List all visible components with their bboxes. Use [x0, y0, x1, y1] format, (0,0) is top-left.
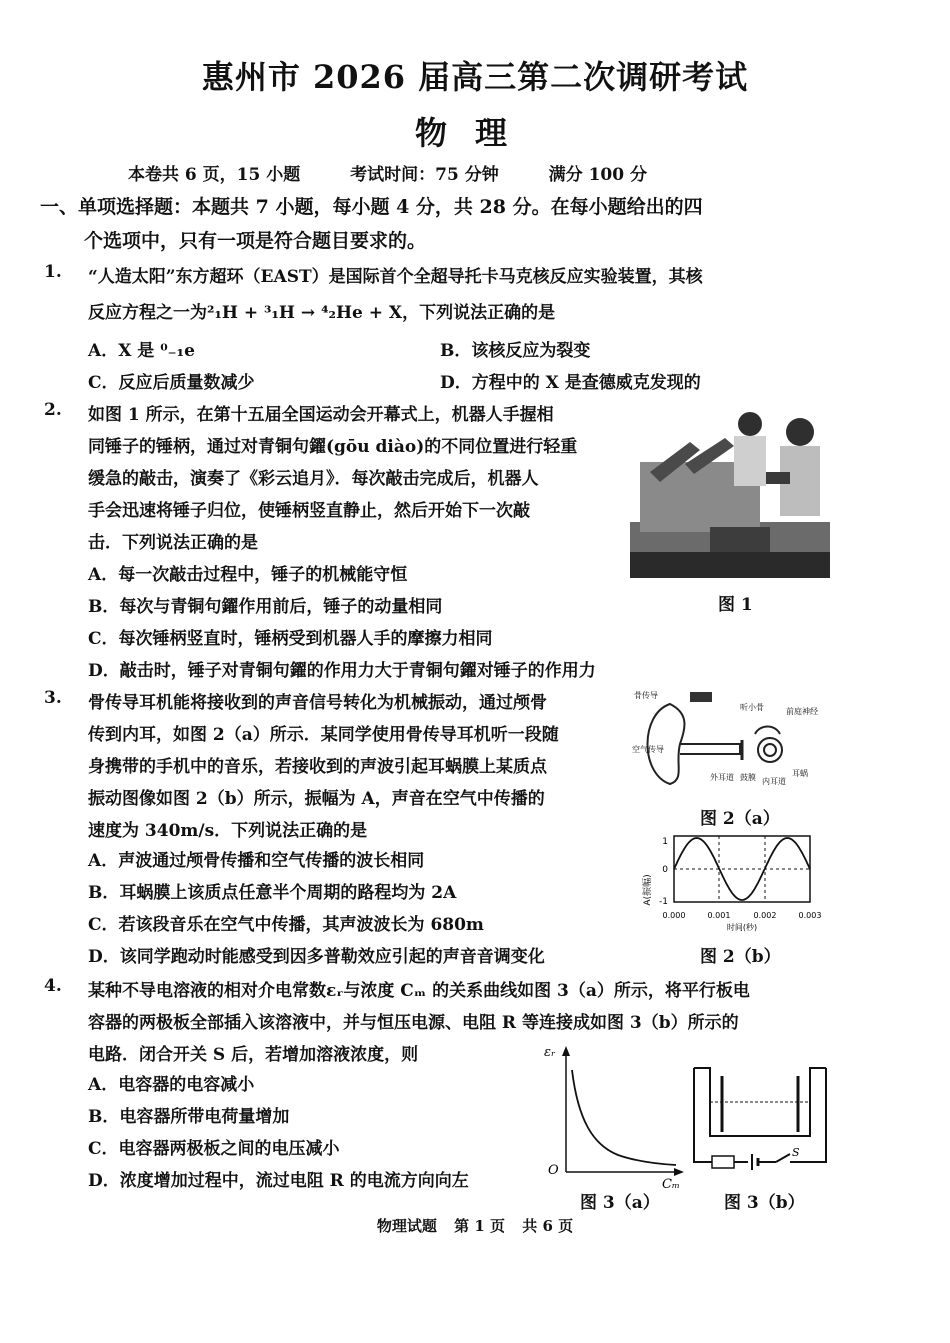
q4-stem-line: 某种不导电溶液的相对介电常数εᵣ与浓度 Cₘ 的关系曲线如图 3（a）所示，将平行板电	[88, 981, 750, 1001]
graph-ytick: -1	[659, 897, 668, 907]
q1-stem-line: 反应方程之一为²₁H + ³₁H → ⁴₂He + X，下列说法正确的是	[88, 303, 556, 323]
subject-title: 物理	[414, 114, 535, 152]
q1-option-c: C．反应后质量数减少	[88, 373, 255, 393]
q1-option-b: B．该核反应为裂变	[440, 341, 591, 361]
q2-option-a: A．每一次敲击过程中，锤子的机械能守恒	[88, 565, 408, 585]
ear-label: 空气传导	[632, 745, 664, 754]
exam-title: 惠州市 2026 届高三第二次调研考试	[201, 58, 749, 96]
footer-total: 共 6 页	[522, 1217, 574, 1235]
q4-number: 4.	[44, 976, 62, 996]
q2-option-b: B．每次与青铜句鑃作用前后，锤子的动量相同	[88, 597, 443, 617]
q4-option-a: A．电容器的电容减小	[88, 1075, 255, 1095]
figure-2b-vibration-graph	[640, 832, 830, 936]
graph-xtick: 0.003	[798, 911, 822, 920]
q4-stem-line: 容器的两极板全部插入该溶液中，并与恒压电源、电阻 R 等连接成如图 3（b）所示的	[88, 1013, 739, 1033]
figure-3a-curve-graph	[538, 1040, 688, 1190]
graph-xlabel: 时间(秒)	[726, 923, 758, 932]
info-pages: 本卷共 6 页，15 小题	[128, 165, 301, 185]
q4-option-d: D．浓度增加过程中，流过电阻 R 的电流方向向左	[88, 1171, 469, 1191]
switch-label: S	[792, 1146, 800, 1159]
q3-number: 3.	[44, 688, 62, 708]
resistor-r	[712, 1156, 734, 1168]
figure-2a-caption: 图 2（a）	[700, 809, 780, 829]
figure-3b-caption: 图 3（b）	[724, 1193, 805, 1213]
ear-label: 骨传导	[634, 691, 658, 700]
info-score: 满分 100 分	[548, 165, 647, 185]
figure-2b-caption: 图 2（b）	[700, 947, 781, 967]
q3-stem-line: 振动图像如图 2（b）所示，振幅为 A，声音在空气中传播的	[88, 789, 545, 809]
ear-label: 外耳道	[710, 773, 734, 782]
info-time: 考试时间：75 分钟	[350, 165, 499, 185]
page-footer	[0, 1215, 950, 1236]
footer-page: 第 1 页	[454, 1217, 505, 1235]
q2-stem-line: 如图 1 所示，在第十五届全国运动会开幕式上，机器人手握相	[88, 405, 554, 425]
q1-equation: ²₁H + ³₁H → ⁴₂He + X	[207, 303, 403, 323]
ear-label: 听小骨	[740, 703, 764, 712]
q1-option-d: D．方程中的 X 是查德威克发现的	[440, 373, 701, 393]
q3-option-a: A．声波通过颅骨传播和空气传播的波长相同	[88, 851, 425, 871]
figure-1-caption: 图 1	[718, 595, 753, 615]
exam-info	[128, 160, 691, 185]
figure-2a-ear-diagram	[630, 684, 830, 794]
q1-number: 1.	[44, 262, 62, 282]
switch-s	[776, 1154, 790, 1162]
ear-label: 鼓膜	[740, 773, 756, 782]
q4-option-b: B．电容器所带电荷量增加	[88, 1107, 290, 1127]
graph-xtick: 0.001	[707, 911, 731, 920]
q3-stem-line: 速度为 340m/s．下列说法正确的是	[88, 821, 368, 841]
footer-subject: 物理试题	[376, 1217, 437, 1235]
x-axis-arrow-icon	[674, 1168, 684, 1176]
graph-xtick: 0.002	[753, 911, 777, 920]
q1-stem-line: “人造太阳”东方超环（EAST）是国际首个全超导托卡马克核反应实验装置，其核	[88, 267, 703, 287]
ear-label: 内耳道	[762, 777, 786, 786]
figure-1-robot-photo	[630, 402, 830, 578]
figure-3b-circuit	[690, 1066, 830, 1176]
y-axis-arrow-icon	[562, 1046, 570, 1056]
section-heading	[40, 190, 820, 258]
graph-origin: O	[548, 1163, 559, 1178]
ear-label: 前庭神经	[786, 707, 818, 716]
q2-stem-line: 手会迅速将锤子归位，使锤柄竖直静止，然后开始下一次敲	[88, 501, 530, 521]
section-line-2: 个选项中，只有一项是符合题目要求的。	[84, 230, 427, 252]
q3-option-b: B．耳蜗膜上该质点任意半个周期的路程均为 2A	[88, 883, 457, 903]
q2-stem-line: 同锤子的锤柄，通过对青铜句鑃(gōu diào)的不同位置进行轻重	[88, 437, 578, 457]
q3-option-c: C．若该段音乐在空气中传播，其声波波长为 680m	[88, 915, 484, 935]
q1-option-a: A．X 是 ⁰₋₁e	[88, 341, 195, 361]
q4-option-c: C．电容器两极板之间的电压减小	[88, 1139, 340, 1159]
graph-xtick: 0.000	[662, 911, 686, 920]
q2-option-d: D．敲击时，锤子对青铜句鑃的作用力大于青铜句鑃对锤子的作用力	[88, 661, 596, 681]
q2-stem-line: 击．下列说法正确的是	[88, 533, 258, 553]
graph-xlabel: Cₘ	[662, 1177, 680, 1190]
figure-3a-caption: 图 3（a）	[580, 1193, 660, 1213]
q4-stem-line: 电路．闭合开关 S 后，若增加溶液浓度，则	[88, 1045, 419, 1065]
q2-stem-line: 缓急的敲击，演奏了《彩云追月》．每次敲击完成后，机器人	[88, 469, 539, 489]
graph-ytick: 0	[662, 865, 668, 875]
concentration-curve	[572, 1070, 676, 1165]
ear-label: 耳蜗	[792, 769, 808, 778]
q3-stem-line: 骨传导耳机能将接收到的声音信号转化为机械振动，通过颅骨	[88, 693, 547, 713]
q3-stem-line: 身携带的手机中的音乐，若接收到的声波引起耳蜗膜上某质点	[88, 757, 547, 777]
q2-number: 2.	[44, 400, 62, 420]
q3-option-d: D．该同学跑动时能感受到因多普勒效应引起的声音音调变化	[88, 947, 545, 967]
graph-ylabel: εᵣ	[544, 1045, 556, 1060]
section-line-1: 一、单项选择题：本题共 7 小题，每小题 4 分，共 28 分。在每小题给出的四	[40, 196, 703, 218]
graph-ylabel: A(振幅)	[643, 874, 653, 906]
q2-option-c: C．每次锤柄竖直时，锤柄受到机器人手的摩擦力相同	[88, 629, 493, 649]
q3-stem-line: 传到内耳，如图 2（a）所示．某同学使用骨传导耳机听一段随	[88, 725, 559, 745]
graph-ytick: 1	[662, 837, 668, 847]
